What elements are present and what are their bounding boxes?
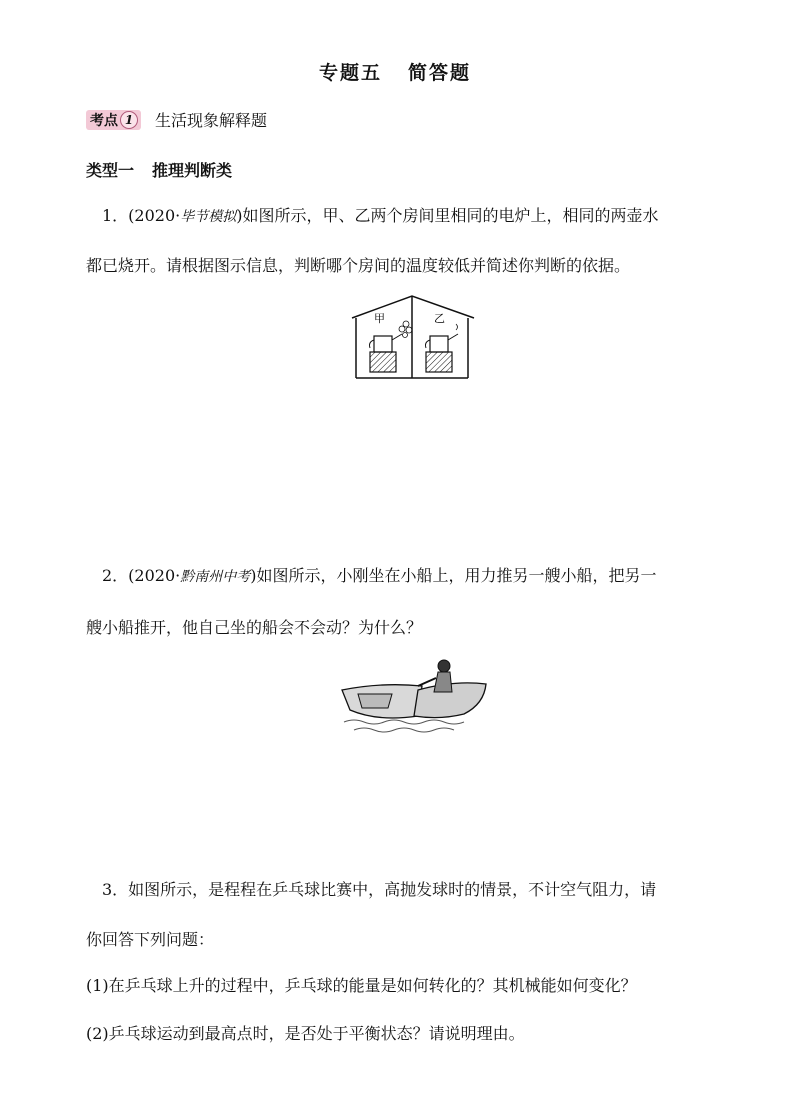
title-main: 专题五 <box>318 62 382 84</box>
question-2-prefix: 2．(2020· <box>102 566 181 585</box>
question-3-sub-1: (1)在乒乓球上升的过程中，乒乓球的能量是如何转化的？其机械能如何变化？ <box>86 976 637 995</box>
question-1-line-1 <box>86 206 746 227</box>
right-kettle-icon <box>426 334 459 372</box>
kaodian-title: 生活现象解释题 <box>155 111 268 130</box>
person-icon <box>418 660 452 692</box>
question-3-line-2: 你回答下列问题： <box>86 930 215 949</box>
room-left-label: 甲 <box>374 312 385 325</box>
left-boat-icon <box>342 685 422 718</box>
type-text: 推理判断类 <box>152 161 233 180</box>
question-2-line-2: 艘小船推开，他自己坐的船会不会动？为什么？ <box>86 618 423 637</box>
left-kettle-icon <box>370 334 403 372</box>
question-1-source: 毕节模拟 <box>180 209 237 225</box>
kaodian-section <box>86 108 267 131</box>
kaodian-badge <box>86 110 141 130</box>
room-kettle-figure <box>348 294 478 380</box>
kaodian-badge-label: 考点 <box>90 112 118 129</box>
room-right-label: 乙 <box>434 312 445 325</box>
question-2-source: 黔南州中考 <box>180 569 251 585</box>
water-icon <box>344 720 464 732</box>
question-1-suffix: )如图所示，甲、乙两个房间里相同的电炉上，相同的两壶水 <box>236 206 659 225</box>
question-1-prefix: 1．(2020· <box>102 206 181 225</box>
type-label: 类型一 <box>86 161 135 180</box>
right-steam-icon <box>456 324 458 330</box>
question-2-line-1 <box>86 566 746 587</box>
question-3-line-1 <box>86 880 746 900</box>
title-sub: 简答题 <box>408 62 472 84</box>
page-title <box>0 58 790 85</box>
boats-figure <box>338 656 490 736</box>
question-2-suffix: )如图所示，小刚坐在小船上，用力推另一艘小船，把另一 <box>250 566 657 585</box>
question-3-sub-2: (2)乒乓球运动到最高点时，是否处于平衡状态？请说明理由。 <box>86 1024 525 1043</box>
type-heading <box>86 158 232 181</box>
question-3-text: 3．如图所示，是程程在乒乓球比赛中，高抛发球时的情景，不计空气阻力，请 <box>102 880 657 899</box>
question-1-line-2: 都已烧开。请根据图示信息，判断哪个房间的温度较低并简述你判断的依据。 <box>86 256 631 275</box>
kaodian-badge-number: 1 <box>120 111 138 129</box>
